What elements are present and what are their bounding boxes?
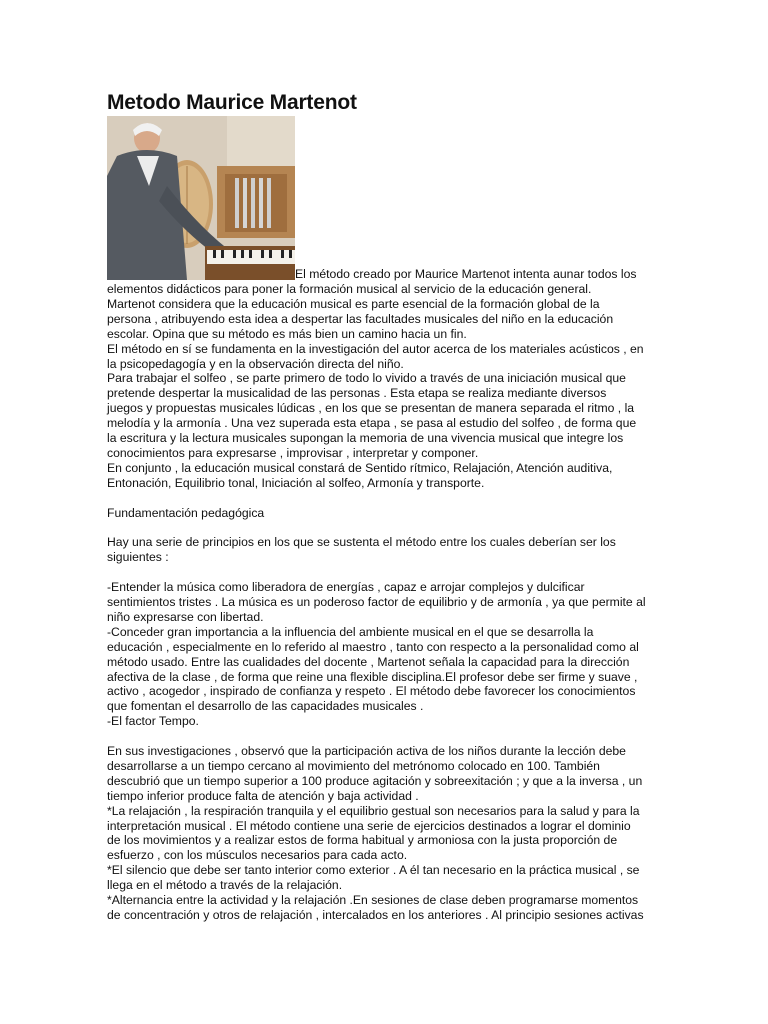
- document-body: [107, 116, 663, 923]
- text-line: esfuerzo , con los músculos necesarios para cada acto.: [107, 848, 408, 863]
- photo-row: [107, 116, 663, 280]
- text-line: la psicopedagogía y en la observación directa del niño.: [107, 356, 404, 371]
- martenot-photo: [107, 116, 295, 280]
- text-line: activo , acogedor , inspirado de confianza y respeto . El método debe favorecer los conocimientos: [107, 684, 636, 699]
- blank-line: [107, 729, 663, 744]
- text-line: Hay una serie de principios en los que se sustenta el método entre los cuales deberían ser los: [107, 535, 616, 550]
- text-line: tiempo inferior produce falta de atención y baja actividad .: [107, 788, 419, 803]
- text-line: -El factor Tempo.: [107, 714, 199, 729]
- text-line: la escritura y la lectura musicales supongan la memoria de una vivencia musical que integre los: [107, 431, 624, 446]
- text-line: *La relajación , la respiración tranquila y el equilibrio gestual son necesarios para la salud y para la: [107, 803, 640, 818]
- text-line: Martenot considera que la educación musical es parte esencial de la formación global de la: [107, 296, 600, 311]
- first-line-text: El método creado por Maurice Martenot intenta aunar todos los: [295, 267, 637, 282]
- text-line: En sus investigaciones , observó que la participación activa de los niños durante la lección debe: [107, 744, 626, 759]
- document-title: Metodo Maurice Martenot: [107, 91, 357, 114]
- blank-line: [107, 491, 663, 506]
- text-line: educación , especialmente en lo referido al maestro , tanto con respecto a la personalidad como al: [107, 639, 639, 654]
- text-line: de los movimientos y a realizar estos de forma habitual y armoniosa con la justa proporción de: [107, 833, 618, 848]
- text-line: escolar. Opina que su método es más bien un camino hacia un fin.: [107, 326, 467, 341]
- text-line: melodía y la armonía . Una vez superada esta etapa , se pasa al estudio del solfeo , de forma que: [107, 416, 637, 431]
- blank-line: [107, 565, 663, 580]
- text-line: sentimientos tristes . La música es un poderoso factor de equilibrio y de armonía , ya que permite al: [107, 594, 646, 609]
- text-line: descubrió que un tiempo superior a 100 produce agitación y sobreexitación ; y que a la inversa , un: [107, 773, 643, 788]
- text-line: afectiva de la clase , de forma que reine una flexible disciplina.El profesor debe ser firme y suave ,: [107, 669, 638, 684]
- text-lines: [107, 282, 663, 923]
- text-line: de concentración y otros de relajación , intercalados en los anteriores . Al principio sesiones activas: [107, 908, 644, 922]
- text-line: -Conceder gran importancia a la influencia del ambiente musical en el que se desarrolla la: [107, 624, 594, 639]
- text-line: llega en el método a través de la relajación.: [107, 878, 343, 893]
- section-heading: Fundamentación pedagógica: [107, 505, 265, 520]
- text-line: En conjunto , la educación musical constará de Sentido rítmico, Relajación, Atención auditiva,: [107, 460, 613, 475]
- text-line: juegos y propuestas musicales lúdicas , en los que se presentan de manera separada el ritmo , la: [107, 401, 635, 416]
- document-page: [107, 90, 663, 923]
- text-line: persona , atribuyendo esta idea a despertar las facultades musicales del niño en la educación: [107, 311, 614, 326]
- text-line: interpretación musical . El método contiene una serie de ejercicios destinados a lograr el dominio: [107, 818, 631, 833]
- text-line: que fomentan el desarrollo de las capacidades musicales .: [107, 699, 424, 714]
- text-line: *El silencio que debe ser tanto interior como exterior . A él tan necesario en la práctica musical , se: [107, 863, 640, 878]
- text-line: pretende despertar la musicalidad de las personas . Esta etapa se realiza mediante diversos: [107, 386, 607, 401]
- text-line: -Entender la música como liberadora de energías , capaz e arrojar complejos y dulcificar: [107, 580, 585, 595]
- text-line: Entonación, Equilibrio tonal, Iniciación al solfeo, Armonía y transporte.: [107, 475, 485, 490]
- text-line: El método en sí se fundamenta en la investigación del autor acerca de los materiales acústicos , en: [107, 341, 644, 356]
- text-line: Para trabajar el solfeo , se parte primero de todo lo vivido a través de una iniciación musical que: [107, 371, 626, 386]
- blank-line: [107, 520, 663, 535]
- text-line: elementos didácticos para poner la formación musical al servicio de la educación general.: [107, 282, 592, 296]
- text-line: desarrollarse a un tiempo cercano al movimiento del metrónomo colocado en 100. También: [107, 758, 600, 773]
- text-line: *Alternancia entre la actividad y la relajación .En sesiones de clase deben programarse momentos: [107, 893, 639, 908]
- text-line: método usado. Entre las cualidades del docente , Martenot señala la capacidad para la dirección: [107, 654, 630, 669]
- text-line: siguientes :: [107, 550, 169, 565]
- text-line: conocimientos para expresarse , improvisar , interpretar y componer.: [107, 445, 479, 460]
- text-line: niño expresarse con libertad.: [107, 609, 264, 624]
